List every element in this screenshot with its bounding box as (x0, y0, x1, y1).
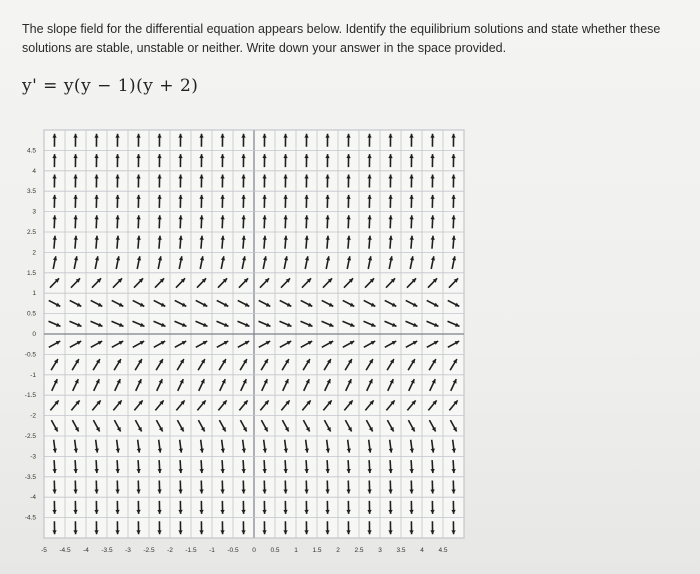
y-tick-label: -2 (30, 412, 36, 420)
x-tick-label: -1 (209, 547, 215, 554)
y-tick-label: 2 (32, 249, 36, 257)
x-tick-label: 3.5 (396, 547, 406, 554)
x-tick-label: 0.5 (270, 547, 280, 554)
question-text: The slope field for the differential equation appears below. Identify the equilibrium solutions and state whether these solutions are stable, unstable or neither. Write down your answer in the space provided. (22, 22, 661, 55)
y-tick-label: -3 (30, 453, 36, 461)
differential-equation: y' = y(y − 1)(y + 2) (22, 76, 199, 96)
y-tick-label: 1 (32, 290, 36, 298)
x-tick-label: -2 (167, 547, 173, 554)
y-tick-label: -0.5 (24, 351, 36, 359)
x-tick-label: 1 (294, 547, 298, 554)
y-tick-label: -1 (30, 371, 36, 379)
x-tick-label: -5 (41, 547, 47, 554)
y-tick-label: -1.5 (24, 392, 36, 400)
x-tick-label: -3 (125, 547, 131, 554)
x-tick-label: 3 (378, 547, 382, 554)
y-tick-label: 3 (32, 208, 36, 216)
x-tick-label: -0.5 (227, 547, 239, 554)
slope-field-figure (0, 128, 470, 574)
x-tick-label: -1.5 (185, 547, 197, 554)
y-tick-label: 4.5 (26, 147, 36, 155)
x-tick-label: 4.5 (438, 547, 448, 554)
y-tick-label: 1.5 (26, 269, 36, 277)
y-tick-label: -2.5 (24, 433, 36, 440)
x-tick-label: -3.5 (101, 547, 113, 554)
y-tick-label: 4 (32, 167, 36, 175)
x-tick-label: -2.5 (143, 547, 155, 554)
slope-field-svg (0, 128, 470, 574)
x-tick-label: -4.5 (59, 547, 71, 554)
x-tick-label: 2 (336, 547, 340, 554)
x-tick-label: 4 (420, 547, 424, 554)
y-tick-label: -3.5 (24, 473, 36, 481)
x-tick-label: 0 (252, 547, 256, 554)
y-tick-label: -4.5 (24, 514, 36, 522)
x-tick-label: 2.5 (354, 547, 364, 554)
x-tick-label: 1.5 (312, 547, 322, 554)
y-tick-label: -4 (30, 494, 36, 502)
y-tick-label: 0.5 (26, 310, 36, 318)
y-tick-label: 3.5 (26, 188, 36, 196)
y-tick-label: 0 (32, 331, 36, 338)
x-tick-label: -4 (83, 547, 89, 554)
y-tick-label: 2.5 (26, 229, 36, 236)
